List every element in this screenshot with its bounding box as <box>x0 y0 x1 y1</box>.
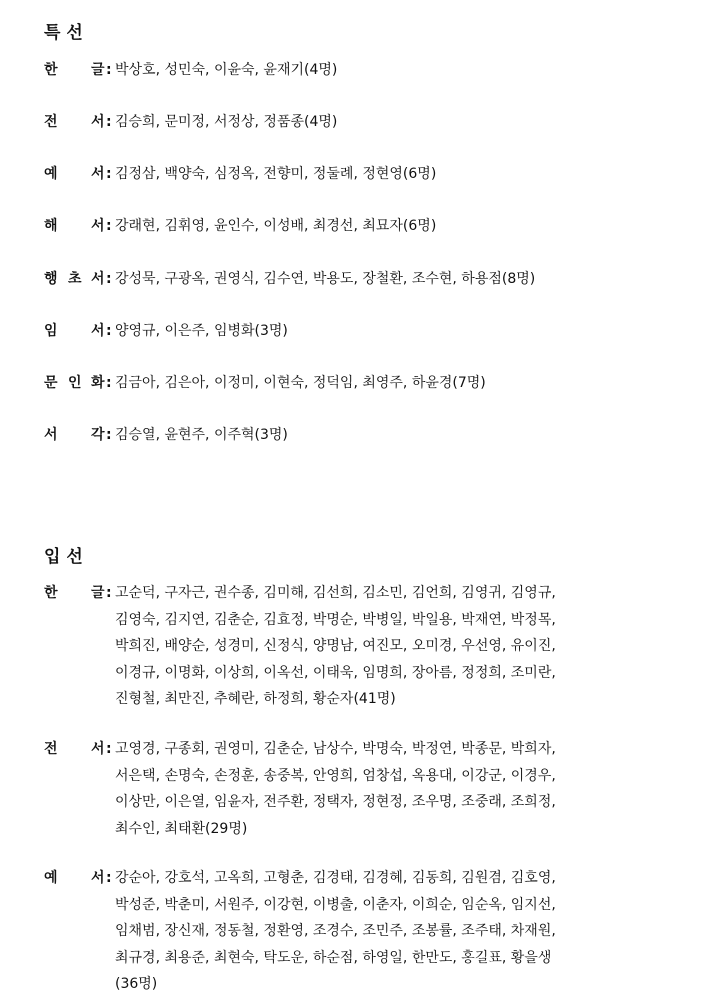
entry-special-haeseo: 해 서 : 강래현, 김휘영, 윤인수, 이성배, 최경선, 최묘자(6명) <box>44 213 704 240</box>
entry-special-seogak: 서 각 : 김승열, 윤현주, 이주혁(3명) <box>44 422 704 449</box>
entry-special-imseo: 임 서 : 양영규, 이은주, 임병화(3명) <box>44 318 704 345</box>
entry-special-haengchoseo: 행 초 서 : 강성묵, 구광옥, 권영식, 김수연, 박용도, 장철환, 조수현, 하용점(8명) <box>44 266 704 293</box>
section-title-special: 특 선 <box>44 23 83 43</box>
names-list: 김승열, 윤현주, 이주혁(3명) <box>115 427 288 443</box>
entry-special-munin: 문 인 화 : 김금아, 김은아, 이정미, 이현숙, 정덕임, 최영주, 하윤경(7명) <box>44 370 704 397</box>
entry-selected-yeseo: 예 서 : 강순아, 강호석, 고옥희, 고형춘, 김경태, 김경혜, 김동희, 김원겸, 김호영, 박성준, 박춘미, 서원주, 이강현, 이병출, 이춘자, 이희순, 임순옥, 임지선, 임채범, 장신재, 정동철, 정환영, 조경수, 조민주, 조봉률, 조주태, 차재원, 최규경, 최용준, 최현숙, 탁도운, 하순점, 하영일, 한만도, 홍길표, 황을생 (36명) <box>44 865 704 998</box>
names-list: 김승희, 문미정, 서정상, 정품종(4명) <box>115 114 338 130</box>
names-list: 김정삼, 백양숙, 심정옥, 전향미, 정둘례, 정현영(6명) <box>115 166 437 182</box>
entry-selected-hangeul: 한 글 : 고순덕, 구자근, 권수종, 김미해, 김선희, 김소민, 김언희, 김영귀, 김영규, 김영숙, 김지연, 김춘순, 김효정, 박명순, 박병일, 박일용, 박재연, 박정목, 박희진, 배양순, 성경미, 신정식, 양명남, 여진모, 오미경, 우선영, 유이진, 이경규, 이명화, 이상희, 이옥선, 이태욱, 임명희, 장아름, 정정희, 조미란, 진형철, 최만진, 추혜란, 하정희, 황순자(41명) <box>44 580 704 713</box>
names-list: 강순아, 강호석, 고옥희, 고형춘, 김경태, 김경혜, 김동희, 김원겸, 김호영, 박성준, 박춘미, 서원주, 이강현, 이병출, 이춘자, 이희순, 임순옥, 임지선, 임채범, 장신재, 정동철, 정환영, 조경수, 조민주, 조봉률, 조주태, 차재원, 최규경, 최용준, 최현숙, 탁도운, 하순점, 하영일, 한만도, 홍길표, 황을생 (36명) <box>115 870 556 992</box>
names-list: 박상호, 성민숙, 이윤숙, 윤재기(4명) <box>115 62 338 78</box>
names-list: 김금아, 김은아, 이정미, 이현숙, 정덕임, 최영주, 하윤경(7명) <box>115 375 486 391</box>
entry-special-yeseo: 예 서 : 김정삼, 백양숙, 심정옥, 전향미, 정둘례, 정현영(6명) <box>44 161 704 188</box>
entry-special-jeonseo: 전 서 : 김승희, 문미정, 서정상, 정품종(4명) <box>44 109 704 136</box>
names-list: 강래현, 김휘영, 윤인수, 이성배, 최경선, 최묘자(6명) <box>115 218 437 234</box>
names-list: 고순덕, 구자근, 권수종, 김미해, 김선희, 김소민, 김언희, 김영귀, 김영규, 김영숙, 김지연, 김춘순, 김효정, 박명순, 박병일, 박일용, 박재연, 박정목, 박희진, 배양순, 성경미, 신정식, 양명남, 여진모, 오미경, 우선영, 유이진, 이경규, 이명화, 이상희, 이옥선, 이태욱, 임명희, 장아름, 정정희, 조미란, 진형철, 최만진, 추혜란, 하정희, 황순자(41명) <box>115 585 556 707</box>
names-list: 양영규, 이은주, 임병화(3명) <box>115 323 288 339</box>
entry-special-hangeul: 한 글 : 박상호, 성민숙, 이윤숙, 윤재기(4명) <box>44 57 704 84</box>
entry-selected-jeonseo: 전 서 : 고영경, 구종회, 권영미, 김춘순, 남상수, 박명숙, 박정연, 박종문, 박희자, 서은택, 손명숙, 손정훈, 송중복, 안영희, 엄창섭, 옥용대, 이강군, 이경우, 이상만, 이은열, 임윤자, 전주환, 정택자, 정현정, 조우명, 조중래, 조희정, 최수인, 최태환(29명) <box>44 736 704 842</box>
section-title-selected: 입 선 <box>44 547 83 567</box>
names-list: 강성묵, 구광옥, 권영식, 김수연, 박용도, 장철환, 조수현, 하용점(8명) <box>115 271 536 287</box>
names-list: 고영경, 구종회, 권영미, 김춘순, 남상수, 박명숙, 박정연, 박종문, 박희자, 서은택, 손명숙, 손정훈, 송중복, 안영희, 엄창섭, 옥용대, 이강군, 이경우, 이상만, 이은열, 임윤자, 전주환, 정택자, 정현정, 조우명, 조중래, 조희정, 최수인, 최태환(29명) <box>115 741 556 837</box>
